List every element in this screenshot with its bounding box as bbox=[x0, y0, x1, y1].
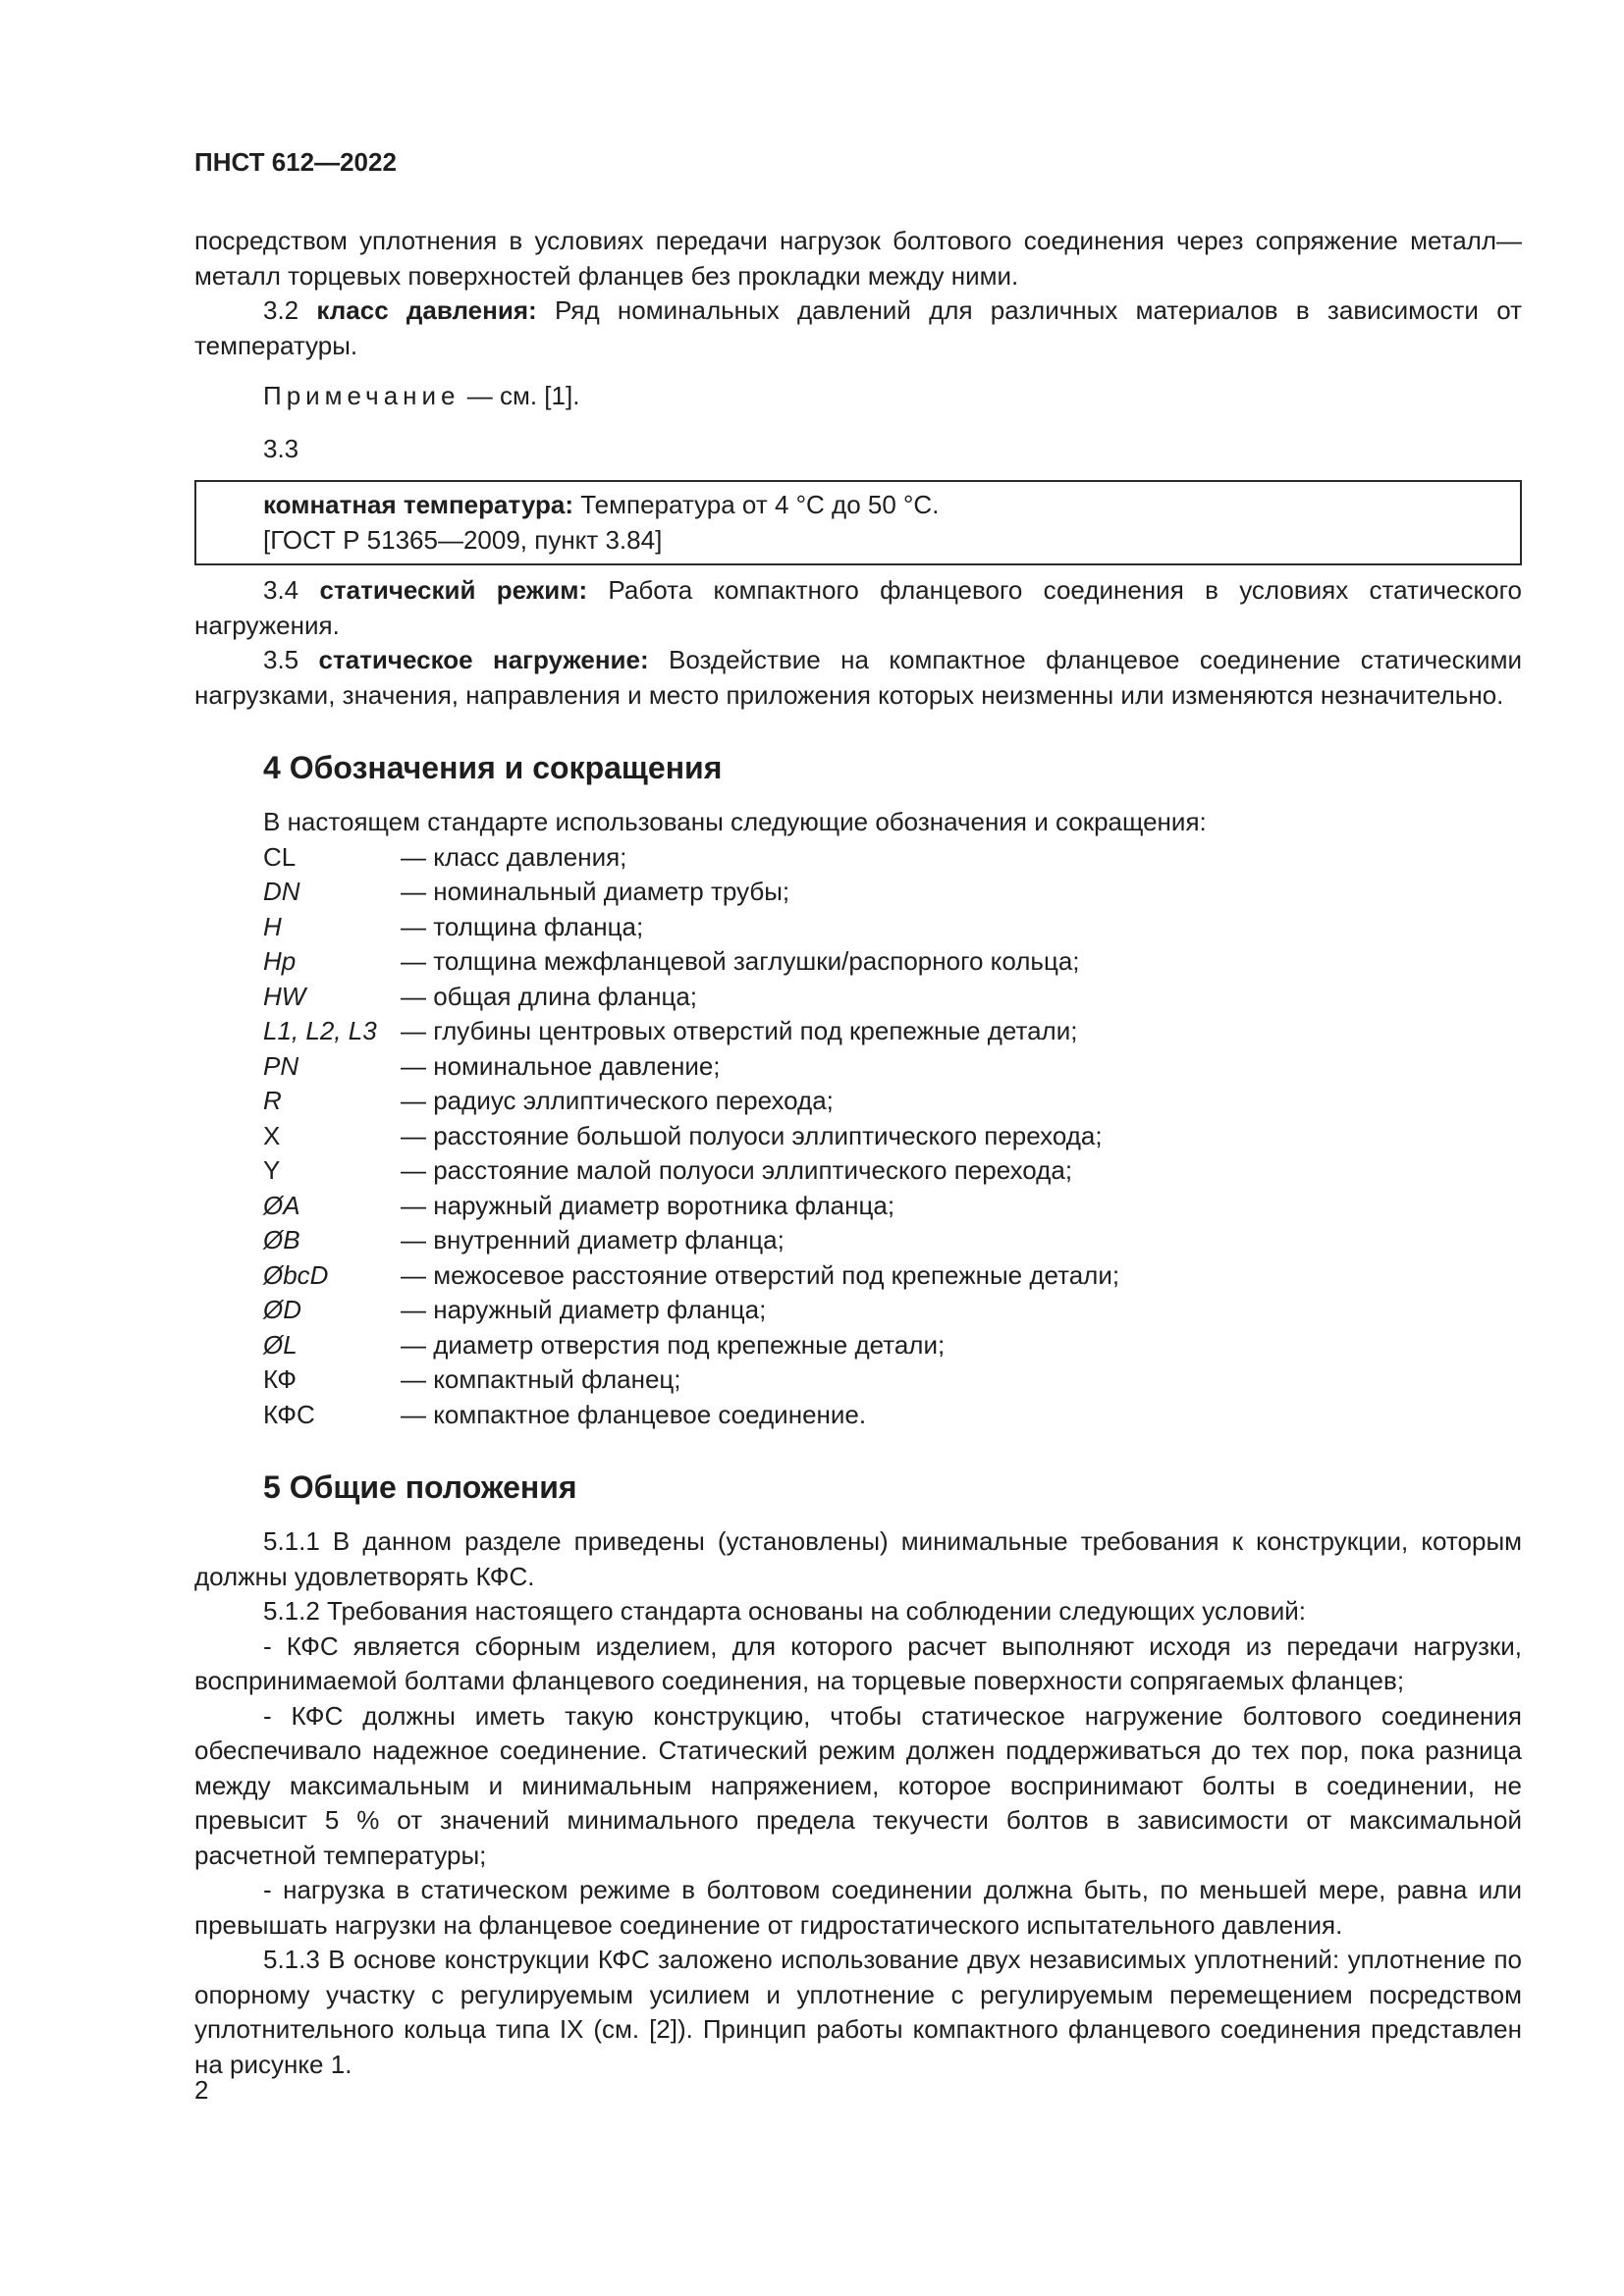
definition: Температура от 4 °C до 50 °C. bbox=[580, 490, 940, 519]
abbreviation-list bbox=[263, 840, 1522, 1433]
document-code: ПНСТ 612—2022 bbox=[194, 147, 397, 177]
symbol: КФ bbox=[263, 1364, 298, 1394]
list-item bbox=[263, 1153, 1522, 1189]
term: комнатная температура: bbox=[263, 490, 573, 519]
page-content bbox=[194, 224, 1522, 2082]
symbol-definition: — радиус эллиптического перехода; bbox=[401, 1086, 834, 1115]
term: класс давления: bbox=[316, 295, 537, 325]
list-item bbox=[263, 980, 1522, 1015]
list-item bbox=[263, 1293, 1522, 1328]
clause-3-4 bbox=[194, 573, 1522, 643]
bullet-item: - КФС является сборным изделием, для которого расчет выполняют исходя из передачи нагрузки, воспринимаемой болтами фланцевого соединения, на торцевые поверхности сопрягаемых фланцев; bbox=[194, 1630, 1522, 1695]
list-item bbox=[263, 1119, 1522, 1154]
list-item bbox=[263, 1328, 1522, 1363]
clause-5-1-1: 5.1.1 В данном разделе приведены (установлены) минимальные требования к конструкции, которым должны удовлетворять КФС. bbox=[194, 1526, 1522, 1591]
list-item bbox=[263, 875, 1522, 910]
list-item bbox=[263, 840, 1522, 876]
term: статический режим: bbox=[319, 575, 588, 605]
clause-5-1-3: 5.1.3 В основе конструкции КФС заложено использование двух независимых уплотнений: уплотнение по опорному участку с регулируемым усилием и уплотнение с регулируемым перемещением посредством уплотнительного кольца типа IX (см. [2]). Принцип работы компактного фланцевого соединения представлен на рисунке 1. bbox=[194, 1945, 1522, 2079]
symbol: L1, L2, L3 bbox=[263, 1016, 377, 1045]
symbol-definition: — наружный диаметр воротника фланца; bbox=[401, 1190, 895, 1220]
list-item bbox=[263, 1049, 1522, 1085]
symbol-definition: — расстояние малой полуоси эллиптического перехода; bbox=[401, 1155, 1073, 1185]
symbol-definition: — расстояние большой полуоси эллиптического перехода; bbox=[401, 1120, 1103, 1150]
clause-3-2 bbox=[194, 294, 1522, 363]
symbol: DN bbox=[263, 877, 300, 906]
term: статическое нагружение: bbox=[318, 645, 649, 674]
section-4-intro: В настоящем стандарте использованы следующие обозначения и сокращения: bbox=[263, 807, 1207, 836]
list-item bbox=[263, 1362, 1522, 1398]
symbol-definition: — класс давления; bbox=[401, 841, 627, 872]
clause-3-3-box bbox=[194, 480, 1522, 565]
symbol-definition: — наружный диаметр фланца; bbox=[401, 1295, 767, 1324]
symbol: X bbox=[263, 1120, 281, 1150]
list-item bbox=[263, 944, 1522, 980]
symbol: КФС bbox=[263, 1399, 315, 1429]
note-text: — см. [1]. bbox=[466, 381, 580, 410]
symbol-definition: — номинальный диаметр трубы; bbox=[401, 877, 790, 906]
clause-3-5 bbox=[194, 643, 1522, 713]
list-item bbox=[263, 1189, 1522, 1224]
list-item bbox=[263, 1084, 1522, 1119]
symbol: PN bbox=[263, 1050, 299, 1081]
symbol: ØL bbox=[263, 1329, 298, 1360]
clause-3-3-source: [ГОСТ Р 51365—2009, пункт 3.84] bbox=[263, 524, 663, 555]
symbol: ØbcD bbox=[263, 1259, 329, 1290]
bullet-item: - нагрузка в статическом режиме в болтовом соединении должна быть, по меньшей мере, равна или превышать нагрузки на фланцевое соединение от гидростатического испытательного давления. bbox=[194, 1875, 1522, 1940]
section-5-title: 5 Общие положения bbox=[263, 1469, 577, 1505]
symbol: ØD bbox=[263, 1295, 301, 1324]
list-item bbox=[263, 1258, 1522, 1294]
clause-5-1-2: 5.1.2 Требования настоящего стандарта основаны на соблюдении следующих условий: bbox=[263, 1596, 1306, 1626]
note-label: Примечание bbox=[263, 381, 460, 410]
definition: Воздействие на компактное фланцевое соединение статическими нагрузками, значения, направления и место приложения которых неизменны или изменяются незначительно. bbox=[194, 645, 1522, 710]
symbol-definition: — диаметр отверстия под крепежные детали; bbox=[401, 1329, 946, 1360]
symbol: R bbox=[263, 1086, 282, 1115]
symbol: H bbox=[263, 911, 282, 941]
symbol: ØB bbox=[263, 1225, 300, 1255]
symbol-definition: — глубины центровых отверстий под крепежные детали; bbox=[401, 1016, 1078, 1045]
symbol-definition: — компактное фланцевое соединение. bbox=[401, 1399, 867, 1429]
symbol-definition: — внутренний диаметр фланца; bbox=[401, 1225, 785, 1255]
list-item bbox=[263, 1223, 1522, 1258]
symbol: Y bbox=[263, 1155, 281, 1185]
symbol: ØA bbox=[263, 1190, 300, 1220]
clause-3-3 bbox=[263, 488, 1520, 523]
symbol: Hp bbox=[263, 946, 297, 976]
symbol: HW bbox=[263, 981, 306, 1011]
bullet-item: - КФС должны иметь такую конструкцию, чтобы статическое нагружение болтового соединения обеспечивало надежное соединение. Статический режим должен поддерживаться до тех пор, пока разница между максимальным и минимальным напряжением, которое воспринимают болты в соединении, не превысит 5 % от значений минимального предела текучести болтов в зависимости от максимальной расчетной температуры; bbox=[194, 1700, 1522, 1870]
clause-number: 3.5 bbox=[263, 645, 299, 674]
symbol-definition: — межосевое расстояние отверстий под крепежные детали; bbox=[401, 1259, 1120, 1290]
intro-paragraph: посредством уплотнения в условиях передачи нагрузок болтового соединения через сопряжение металл—металл торцевых поверхностей фланцев без прокладки между ними. bbox=[194, 226, 1522, 291]
note bbox=[194, 379, 1522, 414]
list-item bbox=[263, 1014, 1522, 1049]
clause-number: 3.4 bbox=[263, 575, 299, 605]
definition: Работа компактного фланцевого соединения в условиях статического нагружения. bbox=[194, 575, 1522, 640]
symbol-definition: — общая длина фланца; bbox=[401, 981, 698, 1011]
list-item bbox=[263, 910, 1522, 945]
symbol-definition: — номинальное давление; bbox=[401, 1050, 721, 1081]
symbol: CL bbox=[263, 841, 297, 872]
clause-3-3-number: 3.3 bbox=[263, 433, 299, 463]
symbol-definition: — компактный фланец; bbox=[401, 1364, 681, 1394]
clause-number: 3.2 bbox=[263, 295, 299, 325]
symbol-definition: — толщина фланца; bbox=[401, 911, 644, 941]
list-item bbox=[263, 1398, 1522, 1433]
section-4-title: 4 Обозначения и сокращения bbox=[263, 750, 723, 785]
definition: Ряд номинальных давлений для различных материалов в зависимости от температуры. bbox=[194, 295, 1522, 360]
symbol-definition: — толщина межфланцевой заглушки/распорного кольца; bbox=[401, 946, 1080, 976]
page-number: 2 bbox=[194, 2075, 209, 2105]
